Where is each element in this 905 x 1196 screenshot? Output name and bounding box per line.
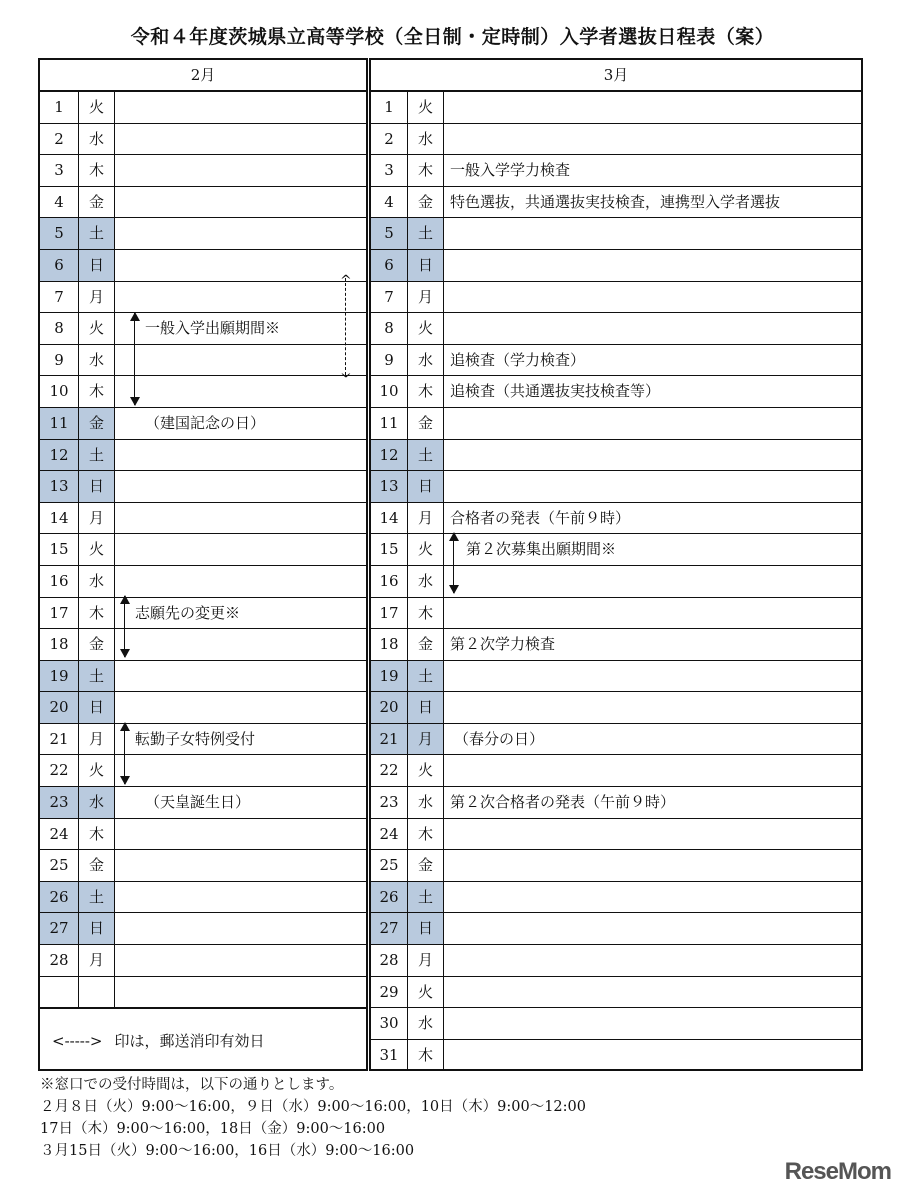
day-number: 1 xyxy=(40,92,79,123)
weekday: 金 xyxy=(79,629,115,660)
table-row xyxy=(371,945,861,977)
event-text xyxy=(444,850,861,881)
weekday: 土 xyxy=(79,218,115,249)
table-row xyxy=(40,598,366,630)
weekday: 月 xyxy=(408,503,444,534)
weekday: 土 xyxy=(79,661,115,692)
day-number: 3 xyxy=(371,155,408,186)
weekday: 日 xyxy=(79,913,115,944)
note-line: ※窓口での受付時間は，以下の通りとします。 xyxy=(40,1077,344,1093)
legend xyxy=(40,1008,366,1072)
event-text: 一般入学学力検査 xyxy=(450,161,571,180)
event-text xyxy=(444,218,861,249)
day-number: 20 xyxy=(40,692,79,723)
event-text xyxy=(444,124,861,155)
weekday: 日 xyxy=(408,913,444,944)
weekday: 金 xyxy=(408,187,444,218)
weekday: 日 xyxy=(79,692,115,723)
day-number: 11 xyxy=(40,408,79,439)
day-number: 23 xyxy=(40,787,79,818)
table-row xyxy=(371,882,861,914)
legend-text: 印は，郵送消印有効日 xyxy=(114,1032,265,1051)
table-row xyxy=(371,92,861,124)
day-number: 16 xyxy=(371,566,408,597)
day-number: 24 xyxy=(371,819,408,850)
weekday: 土 xyxy=(408,661,444,692)
weekday: 水 xyxy=(408,345,444,376)
table-row xyxy=(40,977,366,1009)
day-number: 7 xyxy=(40,282,79,313)
event-text: （春分の日） xyxy=(454,729,545,748)
day-number: 25 xyxy=(371,850,408,881)
transfer-special-arrow xyxy=(124,723,125,784)
event-text xyxy=(444,692,861,723)
event-text xyxy=(115,977,366,1008)
weekday: 金 xyxy=(79,850,115,881)
event-text xyxy=(444,313,861,344)
event-text xyxy=(115,187,366,218)
weekday: 日 xyxy=(408,692,444,723)
event-text xyxy=(115,218,366,249)
arrowhead-down-icon: ^ xyxy=(340,363,352,379)
day-number: 18 xyxy=(40,629,79,660)
event-text xyxy=(115,566,366,597)
table-row xyxy=(40,313,366,345)
weekday: 土 xyxy=(408,882,444,913)
weekday: 火 xyxy=(408,755,444,786)
table-row xyxy=(371,250,861,282)
table-row xyxy=(371,629,861,661)
day-number: 16 xyxy=(40,566,79,597)
event-text xyxy=(444,471,861,502)
weekday: 木 xyxy=(408,376,444,407)
day-number: 2 xyxy=(371,124,408,155)
table-row xyxy=(40,661,366,693)
table-row xyxy=(371,1008,861,1040)
day-number: 19 xyxy=(371,661,408,692)
event-text xyxy=(444,1008,861,1039)
weekday: 水 xyxy=(408,124,444,155)
weekday: 火 xyxy=(408,534,444,565)
table-row xyxy=(40,692,366,724)
table-row xyxy=(371,155,861,187)
event-text xyxy=(115,345,366,379)
event-text xyxy=(444,282,861,313)
weekday: 水 xyxy=(79,566,115,597)
weekday: 火 xyxy=(79,313,115,344)
weekday: 火 xyxy=(79,534,115,565)
weekday: 木 xyxy=(79,598,115,629)
weekday: 月 xyxy=(79,724,115,755)
table-row xyxy=(40,187,366,219)
march-table xyxy=(369,58,863,1071)
table-row xyxy=(371,218,861,250)
event-text xyxy=(444,598,861,629)
table-row xyxy=(40,534,366,566)
day-number: 17 xyxy=(40,598,79,629)
weekday: 金 xyxy=(79,187,115,218)
day-number: 2 xyxy=(40,124,79,155)
event-text xyxy=(444,819,861,850)
event-text xyxy=(115,913,366,944)
day-number xyxy=(40,977,79,1008)
weekday: 日 xyxy=(408,471,444,502)
weekday: 水 xyxy=(408,787,444,818)
weekday: 土 xyxy=(408,218,444,249)
event-text xyxy=(115,945,366,976)
weekday: 金 xyxy=(408,629,444,660)
day-number: 28 xyxy=(371,945,408,976)
event-text: 第２次学力検査 xyxy=(450,635,556,654)
event-text: （天皇誕生日） xyxy=(145,793,251,812)
table-row xyxy=(40,408,366,440)
event-text xyxy=(444,440,861,471)
table-row xyxy=(40,913,366,945)
table-row xyxy=(371,282,861,314)
weekday: 金 xyxy=(408,850,444,881)
notes xyxy=(40,1074,586,1162)
event-text: 第２次合格者の発表（午前９時） xyxy=(450,793,676,812)
table-row xyxy=(40,945,366,977)
day-number: 22 xyxy=(40,755,79,786)
arrowhead-up-icon: ^ xyxy=(340,273,352,289)
table-row xyxy=(40,850,366,882)
day-number: 25 xyxy=(40,850,79,881)
note-line: 17日（木）9:00～16:00，18日（金）9:00～16:00 xyxy=(40,1121,386,1137)
table-row xyxy=(371,124,861,156)
day-number: 5 xyxy=(40,218,79,249)
weekday: 土 xyxy=(79,440,115,471)
table-row xyxy=(371,471,861,503)
event-text xyxy=(444,977,861,1008)
weekday: 木 xyxy=(79,155,115,186)
day-number: 6 xyxy=(371,250,408,281)
weekday: 日 xyxy=(79,471,115,502)
weekday: 水 xyxy=(408,1008,444,1039)
event-text xyxy=(115,882,366,913)
event-text xyxy=(115,534,366,565)
weekday: 月 xyxy=(79,282,115,313)
event-text: 追検査（学力検査） xyxy=(450,350,586,369)
table-row xyxy=(371,313,861,345)
table-row xyxy=(40,787,366,819)
table-row xyxy=(371,376,861,408)
weekday xyxy=(79,977,115,1008)
table-row xyxy=(371,850,861,882)
table-row xyxy=(371,661,861,693)
day-number: 8 xyxy=(40,313,79,344)
event-text xyxy=(444,408,861,439)
application-period-arrow xyxy=(134,313,135,405)
event-text: 特色選抜，共通選抜実技検査，連携型入学者選抜 xyxy=(450,192,781,211)
day-number: 24 xyxy=(40,819,79,850)
day-number: 6 xyxy=(40,250,79,281)
day-number: 1 xyxy=(371,92,408,123)
weekday: 火 xyxy=(79,92,115,123)
table-row xyxy=(371,503,861,535)
table-row xyxy=(40,282,366,314)
weekday: 日 xyxy=(79,250,115,281)
event-text: 一般入学出願期間※ xyxy=(145,319,281,338)
event-text xyxy=(444,1040,861,1072)
table-row xyxy=(40,882,366,914)
weekday: 木 xyxy=(408,598,444,629)
event-text xyxy=(444,913,861,944)
table-row xyxy=(371,755,861,787)
table-row xyxy=(371,977,861,1009)
table-row xyxy=(40,755,366,787)
event-text xyxy=(115,629,366,660)
change-choice-arrow xyxy=(124,596,125,657)
day-number: 7 xyxy=(371,282,408,313)
day-number: 4 xyxy=(40,187,79,218)
day-number: 30 xyxy=(371,1008,408,1039)
event-text xyxy=(444,566,861,597)
event-text xyxy=(115,850,366,881)
table-row xyxy=(371,408,861,440)
day-number: 21 xyxy=(371,724,408,755)
note-line: ３月15日（火）9:00～16:00，16日（水）9:00～16:00 xyxy=(40,1143,415,1159)
event-text xyxy=(444,250,861,281)
day-number: 15 xyxy=(371,534,408,565)
weekday: 土 xyxy=(408,440,444,471)
event-text xyxy=(115,819,366,850)
day-number: 21 xyxy=(40,724,79,755)
february-header: 2月 xyxy=(40,60,366,92)
event-text xyxy=(115,661,366,692)
day-number: 27 xyxy=(40,913,79,944)
weekday: 日 xyxy=(408,250,444,281)
table-row xyxy=(40,503,366,535)
day-number: 9 xyxy=(371,345,408,376)
event-text xyxy=(115,471,366,502)
event-text xyxy=(115,440,366,471)
day-number: 15 xyxy=(40,534,79,565)
weekday: 木 xyxy=(408,155,444,186)
event-text: 追検査（共通選抜実技検査等） xyxy=(450,382,661,401)
day-number: 12 xyxy=(371,440,408,471)
table-row xyxy=(371,1040,861,1072)
weekday: 月 xyxy=(408,282,444,313)
table-row xyxy=(371,913,861,945)
weekday: 金 xyxy=(408,408,444,439)
day-number: 26 xyxy=(371,882,408,913)
event-text: 転勤子女特例受付 xyxy=(135,729,256,748)
event-text xyxy=(444,882,861,913)
day-number: 23 xyxy=(371,787,408,818)
day-number: 9 xyxy=(40,345,79,376)
weekday: 木 xyxy=(79,819,115,850)
table-row xyxy=(40,724,366,756)
table-row xyxy=(40,92,366,124)
weekday: 水 xyxy=(79,345,115,376)
event-text: 第２次募集出願期間※ xyxy=(466,540,617,559)
day-number: 10 xyxy=(371,376,408,407)
day-number: 29 xyxy=(371,977,408,1008)
table-row xyxy=(371,819,861,851)
table-row xyxy=(40,155,366,187)
table-row xyxy=(371,598,861,630)
table-row xyxy=(371,724,861,756)
day-number: 4 xyxy=(371,187,408,218)
weekday: 月 xyxy=(408,945,444,976)
weekday: 水 xyxy=(79,124,115,155)
event-text xyxy=(115,692,366,723)
event-text xyxy=(115,282,366,313)
weekday: 木 xyxy=(79,376,115,407)
event-text xyxy=(115,376,366,407)
table-row xyxy=(371,345,861,377)
march-header: 3月 xyxy=(371,60,861,92)
table-row xyxy=(40,566,366,598)
event-text xyxy=(115,92,366,123)
table-row xyxy=(40,629,366,661)
event-text: 合格者の発表（午前９時） xyxy=(450,508,631,527)
table-row xyxy=(40,440,366,472)
day-number: 8 xyxy=(371,313,408,344)
day-number: 12 xyxy=(40,440,79,471)
weekday: 金 xyxy=(79,408,115,439)
page-title: 令和４年度茨城県立高等学校（全日制・定時制）入学者選抜日程表（案） xyxy=(130,26,775,48)
weekday: 水 xyxy=(79,787,115,818)
table-row xyxy=(371,440,861,472)
event-text xyxy=(115,250,366,281)
table-row xyxy=(40,218,366,250)
table-row xyxy=(371,566,861,598)
day-number: 14 xyxy=(371,503,408,534)
table-row xyxy=(371,692,861,724)
dashed-arrow-symbol: <-----> xyxy=(52,1031,103,1050)
day-number: 11 xyxy=(371,408,408,439)
day-number: 17 xyxy=(371,598,408,629)
weekday: 土 xyxy=(79,882,115,913)
table-row xyxy=(40,345,366,377)
weekday: 火 xyxy=(79,755,115,786)
table-row xyxy=(371,187,861,219)
weekday: 木 xyxy=(408,1040,444,1072)
resemom-logo: ReseMom xyxy=(784,1158,891,1185)
second-application-arrow xyxy=(453,533,454,593)
day-number: 14 xyxy=(40,503,79,534)
table-row xyxy=(371,787,861,819)
weekday: 火 xyxy=(408,977,444,1008)
day-number: 31 xyxy=(371,1040,408,1072)
event-text: 志願先の変更※ xyxy=(135,603,241,622)
event-text xyxy=(444,661,861,692)
day-number: 22 xyxy=(371,755,408,786)
day-number: 20 xyxy=(371,692,408,723)
event-text xyxy=(444,755,861,786)
table-row xyxy=(40,250,366,282)
event-text: （建国記念の日） xyxy=(145,413,266,432)
event-text xyxy=(444,92,861,123)
weekday: 水 xyxy=(408,566,444,597)
event-text xyxy=(115,755,366,786)
event-text xyxy=(444,945,861,976)
weekday: 月 xyxy=(79,503,115,534)
weekday: 月 xyxy=(408,724,444,755)
note-line: ２月８日（火）9:00～16:00，９日（水）9:00～16:00，10日（木）9:00～12:00 xyxy=(40,1099,586,1115)
table-row xyxy=(40,471,366,503)
table-row xyxy=(40,819,366,851)
event-text xyxy=(115,124,366,155)
february-table xyxy=(38,58,368,1071)
day-number: 26 xyxy=(40,882,79,913)
day-number: 28 xyxy=(40,945,79,976)
table-row xyxy=(40,376,366,408)
day-number: 27 xyxy=(371,913,408,944)
weekday: 木 xyxy=(408,819,444,850)
weekday: 月 xyxy=(79,945,115,976)
table-row xyxy=(371,534,861,566)
event-text xyxy=(115,155,366,186)
day-number: 13 xyxy=(371,471,408,502)
day-number: 3 xyxy=(40,155,79,186)
postmark-period-arrow xyxy=(345,278,346,375)
weekday: 火 xyxy=(408,313,444,344)
weekday: 火 xyxy=(408,92,444,123)
day-number: 18 xyxy=(371,629,408,660)
day-number: 19 xyxy=(40,661,79,692)
day-number: 13 xyxy=(40,471,79,502)
day-number: 5 xyxy=(371,218,408,249)
event-text xyxy=(115,503,366,534)
day-number: 10 xyxy=(40,376,79,407)
table-row xyxy=(40,124,366,156)
